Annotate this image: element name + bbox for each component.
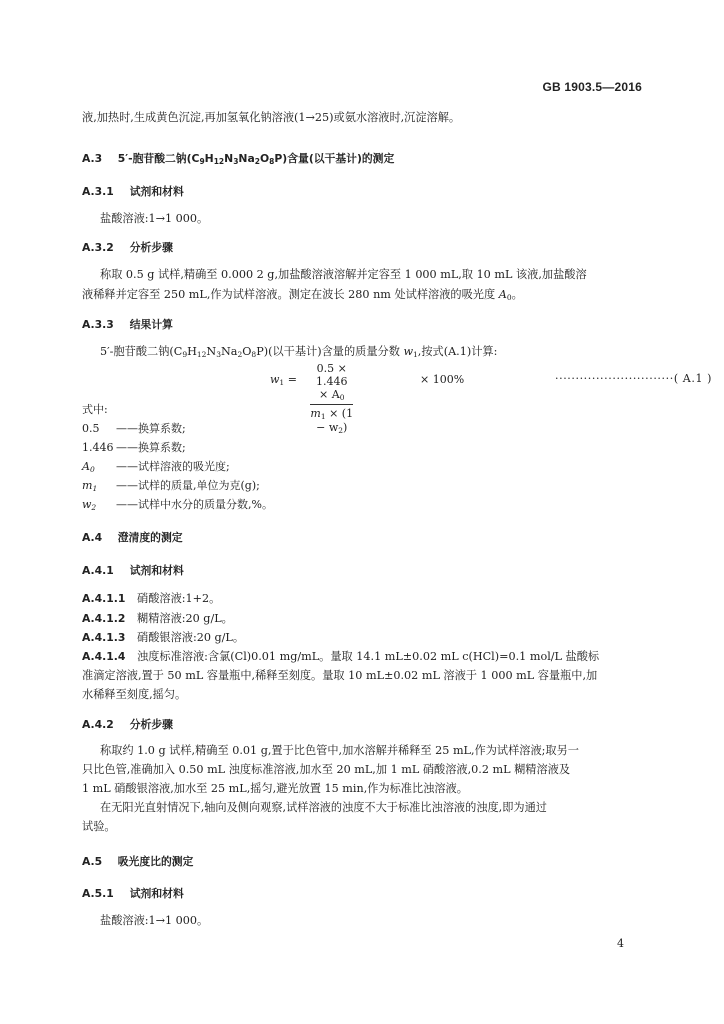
- definition-row: $A_0$ ——试样溶液的吸光度;: [82, 460, 230, 474]
- formula-fraction: [310, 362, 353, 435]
- section-number: A.4: [82, 531, 103, 544]
- section-number: A.3: [82, 152, 103, 165]
- standard-number: GB 1903.5—2016: [542, 80, 642, 94]
- section-title: 吸光度比的测定: [117, 855, 194, 868]
- section-title: 试剂和材料: [129, 185, 184, 198]
- section-heading-a4: [82, 530, 183, 545]
- definition-row: $m_1$ ——试样的质量,单位为克(g);: [82, 479, 260, 493]
- section-number: A.3.3: [82, 318, 114, 331]
- paragraph-line: 只比色管,准确加入 0.50 mL 浊度标准溶液,加水至 20 mL,加 1 mL 硝酸溶液,0.2 mL 糊精溶液及: [82, 763, 571, 776]
- paragraph-line: 液,加热时,生成黄色沉淀,再加氢氧化钠溶液(1→25)或氨水溶液时,沉淀溶解。: [82, 111, 461, 124]
- section-heading-a33: [82, 317, 173, 332]
- paragraph-line: 液稀释并定容至 250 mL,作为试样溶液。测定在波长 280 nm 处试样溶液的吸光度 $A_0$。: [82, 288, 523, 302]
- formula-lhs: $w_1$ =: [270, 373, 297, 387]
- section-number: A.3.2: [82, 241, 114, 254]
- list-item: A.4.1.3 硝酸银溶液:20 g/L。: [82, 631, 245, 644]
- section-heading-a51: [82, 886, 184, 901]
- section-heading-a5: [82, 854, 193, 869]
- section-title: 试剂和材料: [129, 887, 184, 900]
- paragraph-line: 盐酸溶液:1→1 000。: [100, 914, 209, 927]
- section-number: A.4.2: [82, 718, 114, 731]
- paragraph-line: 称取 0.5 g 试样,精确至 0.000 2 g,加盐酸溶液溶解并定容至 1 000 mL,取 10 mL 该液,加盐酸溶: [100, 268, 587, 281]
- formula-denominator: $m_1 \times (1 - w_2)$: [310, 407, 354, 435]
- text-span: ,按式(A.1)计算:: [417, 345, 498, 358]
- section-number: A.5.1: [82, 887, 114, 900]
- section-number: A.3.1: [82, 185, 114, 198]
- list-item: A.4.1.4 浊度标准溶液:含氯(Cl)0.01 mg/mL。量取 14.1 mL±0.02 mL c(HCl)=0.1 mol/L 盐酸标: [82, 650, 600, 663]
- formula-numerator: $0.5 \times 1.446 \times A_0$: [310, 362, 353, 405]
- section-heading-a42: [82, 717, 173, 732]
- paragraph-line: 1 mL 硝酸银溶液,加水至 25 mL,摇匀,避光放置 15 min,作为标准比浊溶液。: [82, 782, 468, 795]
- section-number: A.4.1: [82, 564, 114, 577]
- paragraph-line: 盐酸溶液:1→1 000。: [100, 212, 209, 225]
- paragraph-line: 准滴定溶液,置于 50 mL 容量瓶中,稀释至刻度。量取 10 mL±0.02 mL 溶液于 1 000 mL 容量瓶中,加: [82, 669, 598, 682]
- section-heading-a3: A.3 5′-胞苷酸二钠$(C_9H_{12}N_3Na_2O_8P)$含量(以干基计)的测定: [82, 152, 395, 166]
- text-span: )(以干基计)含量的质量分数: [263, 345, 404, 358]
- text-span: 液稀释并定容至 250 mL,作为试样溶液。测定在波长 280 nm 处试样溶液的吸光度: [82, 288, 499, 301]
- section-title-post: )含量(以干基计)的测定: [282, 152, 395, 165]
- definition-row: 0.5 ——换算系数;: [82, 422, 186, 435]
- paragraph-line: 在无阳光直射情况下,轴向及侧向观察,试样溶液的浊度不大于标准比浊溶液的浊度,即为通过: [100, 801, 547, 814]
- section-title-pre: 5′-胞苷酸二钠(C: [117, 152, 200, 165]
- section-number: A.5: [82, 855, 103, 868]
- section-heading-a41: [82, 563, 184, 578]
- section-title: 分析步骤: [129, 241, 173, 254]
- section-title: 结果计算: [129, 318, 173, 331]
- list-item: A.4.1.2 糊精溶液:20 g/L。: [82, 612, 233, 625]
- formula-number: ·····························( A.1 ): [555, 372, 713, 385]
- paragraph-line: 5′-胞苷酸二钠$(C_9H_{12}N_3Na_2O_8P)$(以干基计)含量的质量分数 $w_1$,按式(A.1)计算:: [100, 345, 498, 359]
- definition-row: $w_2$ ——试样中水分的质量分数,%。: [82, 498, 273, 512]
- text-span: 5′-胞苷酸二钠(C: [100, 345, 183, 358]
- section-title: 试剂和材料: [129, 564, 184, 577]
- definition-row: 1.446 ——换算系数;: [82, 441, 186, 454]
- section-title: 分析步骤: [129, 718, 173, 731]
- page-number: 4: [617, 937, 624, 950]
- paragraph-line: 水稀释至刻度,摇匀。: [82, 688, 187, 701]
- where-label: 式中:: [82, 403, 108, 416]
- paragraph-line: 试验。: [82, 820, 116, 833]
- list-item: A.4.1.1 硝酸溶液:1+2。: [82, 592, 221, 605]
- formula-times: × 100%: [420, 373, 465, 386]
- paragraph-line: 称取约 1.0 g 试样,精确至 0.01 g,置于比色管中,加水溶解并稀释至 25 mL,作为试样溶液;取另一: [100, 744, 579, 757]
- section-title: 澄清度的测定: [117, 531, 183, 544]
- section-heading-a32: [82, 240, 173, 255]
- section-heading-a31: [82, 184, 184, 199]
